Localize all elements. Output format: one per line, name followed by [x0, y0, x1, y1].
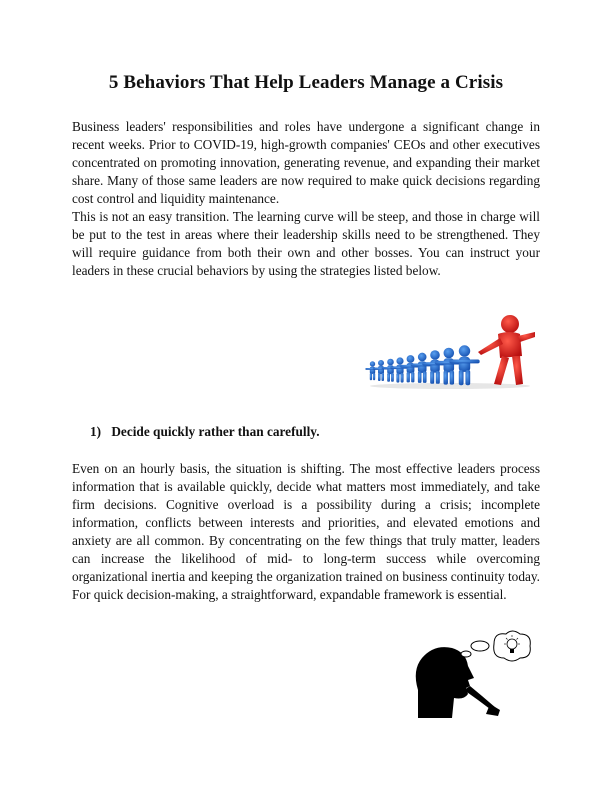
leader-team-image [360, 306, 535, 391]
section-1-title: Decide quickly rather than carefully. [111, 424, 320, 439]
intro-paragraph-1: Business leaders' responsibilities and roles have undergone a significant change in recent weeks. Prior to COVID-19, high-growth companies' CEOs and other executives concentrated on promoting innovation, generating revenue, and expanding their market share. Many of those same leaders are now required to make quick decisions regarding cost control and liquidity maintenance. [72, 119, 540, 206]
intro-text [72, 118, 540, 280]
document-title: 5 Behaviors That Help Leaders Manage a Crisis [108, 72, 504, 93]
section-1-heading [90, 424, 320, 440]
section-1-number: 1) [90, 424, 102, 439]
section-1-body [72, 460, 540, 604]
intro-paragraph-2: This is not an easy transition. The learning curve will be steep, and those in charge will be put to the test in areas where their leadership skills need to be strengthened. They will require guidance from both their own and other bosses. You can instruct your leaders in these crucial behaviors by using the strategies listed below. [72, 209, 540, 278]
thinking-person-image [408, 630, 533, 718]
section-1-paragraph: Even on an hourly basis, the situation is shifting. The most effective leaders process information that is available quickly, decide what matters most immediately, and take firm decisions. Cognitive overload is a possibility during a crisis; incomplete information, conflicts between interests and priorities, and elevated emotions and anxiety are all common. By concentrating on the few things that truly matter, leaders can increase the likelihood of mid- to long-term success while overcoming organizational inertia and keeping the organization trained on business continuity today. For quick decision-making, a straightforward, expandable framework is essential. [72, 461, 540, 602]
